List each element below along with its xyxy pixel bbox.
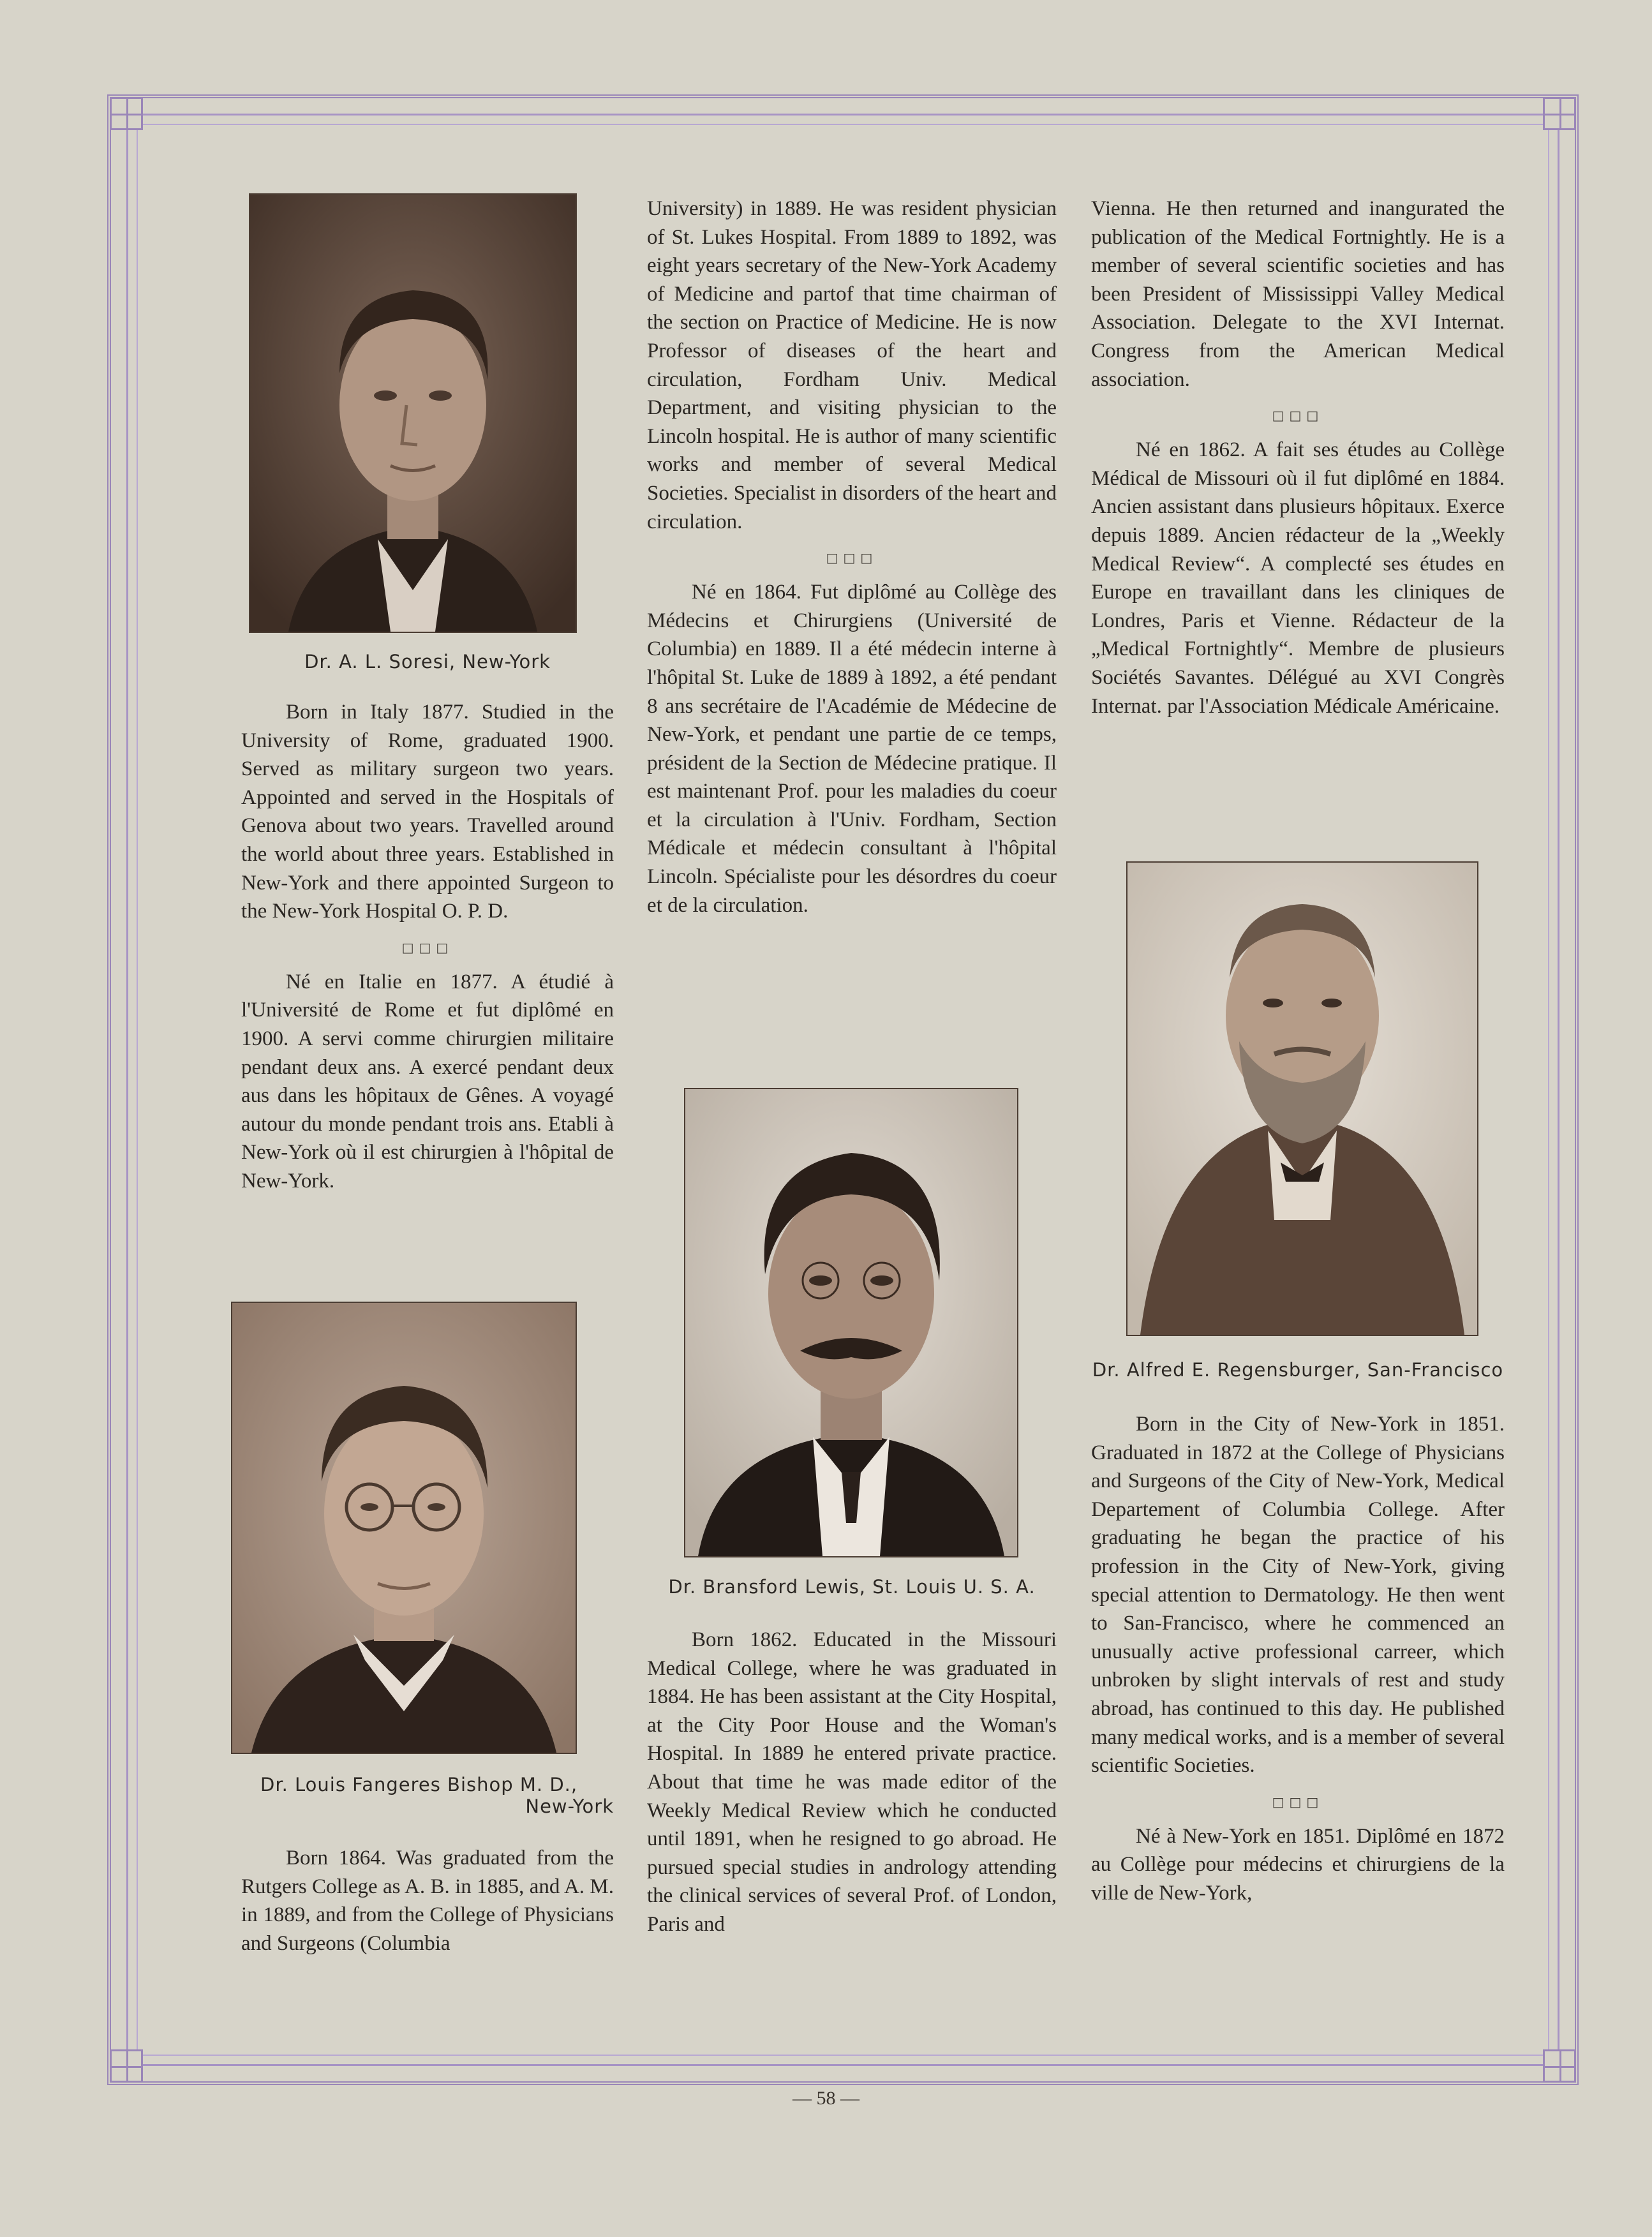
bio-lewis-english: Born 1862. Educated in the Missouri Medical College, where he was graduated in 1884. He has been assistant at the City Hospital, at the City Poor House and the Woman's Hospital. In 1889 he entered private practice. About that time he was made editor of the Weekly Medical Review which he conducted until 1891, when he resigned to go abroad. He pursued special studies in andrology attending the clinical services of several Prof. of London, Paris and [647, 1628, 1057, 1936]
bio-lewis-french: Né en 1862. A fait ses études au Collège Médical de Missouri où il fut diplômé en 1884. Ancien assistant dans plusieurs hôpitaux. Exerce depuis 1889. Ancien rédacteur de la „Weekly Medical Review“. A complecté ses études en Europe en travaillant dans les cliniques de Londres, Paris et Vienne. Rédacteur de la „Medical Fortnightly“. Membre de plusieurs Sociétés Savantes. Délégué au XVI Congrès Internat. par l'Association Médicale Américaine. [1091, 438, 1505, 718]
bio-bishop-english: Born 1864. Was graduated from the Rutgers College as A. B. in 1885, and A. M. in 1889, and from the College of Physicians and Surgeons (Columbia [241, 1847, 614, 1955]
bio-lewis-english-cont: Vienna. He then returned and inangurated the publication of the Medical Fortnightly. He is a member of several scientific societies and has been President of Mississippi Valley Medical Association. Delegate to the XVI Internat. Congress from the American Medical association. [1091, 197, 1505, 391]
portrait-soresi [249, 193, 577, 633]
bio-bishop-english-cont: University) in 1889. He was resident physician of St. Lukes Hospital. From 1889 to 1892, was eight years secretary of the New-York Academy of Medicine and partof that time chairman of the section on Practice of Medicine. He is now Professor of diseases of the heart and circulation, Fordham Univ. Medical Department, and visiting physician to the Lincoln hospital. He is author of many scientific works and member of several Medical Societies. Specialist in disorders of the heart and circulation. [647, 197, 1057, 533]
corner-ornament-top-right [1543, 97, 1576, 130]
bio-regensburger-english: Born in the City of New-York in 1851. Graduated in 1872 at the College of Physicians and Surgeons of the City of New-York, Medical Departement of Columbia College. After graduating he began the practice of his profession in the City of New-York, giving special attention to Dermatology. He then went to San-Francisco, where he commenced an unusually active professional carreer, which unbroken by slight intervals of rest and study abroad, has continued to this day. He published many medical works, and is a member of several scientific Societies. [1091, 1413, 1505, 1778]
portrait-regensburger [1126, 861, 1478, 1336]
portrait-lewis [684, 1088, 1018, 1557]
portrait-bishop [231, 1302, 577, 1754]
section-separator: □□□ [401, 939, 454, 955]
caption-bishop-line1: Dr. Louis Fangeres Bishop M. D., [260, 1774, 578, 1795]
section-separator: □□□ [1272, 408, 1324, 424]
corner-ornament-top-left [110, 97, 143, 130]
column-2-bottom [647, 1576, 1057, 1939]
corner-ornament-bottom-left [110, 2049, 143, 2083]
column-2-top [647, 195, 1057, 919]
corner-ornament-bottom-right [1543, 2049, 1576, 2083]
column-1-top [241, 651, 614, 1196]
caption-soresi: Dr. A. L. Soresi, New-York [304, 651, 551, 673]
caption-bishop-line2: New-York [525, 1795, 614, 1817]
column-3-top [1091, 195, 1505, 720]
bio-bishop-french: Né en 1864. Fut diplômé au Collège des Médecins et Chirurgiens (Université de Columbia) en 1889. Il a été médecin interne à l'hôpital St. Luke de 1889 à 1892, a été pendant 8 ans secrétaire de l'Académie de Médecine de New-York, et pendant une partie de ce temps, président de la Section de Médecine pratique. Il est maintenant Prof. pour les maladies du coeur et la circulation à l'Univ. Fordham, Section Médicale et médecin consultant à l'hôpital Lincoln. Spécialiste pour les désordres du coeur et de la circulation. [647, 581, 1057, 917]
section-separator: □□□ [826, 550, 878, 566]
caption-lewis: Dr. Bransford Lewis, St. Louis U. S. A. [668, 1576, 1036, 1598]
section-separator: □□□ [1272, 1794, 1324, 1810]
bio-soresi-english: Born in Italy 1877. Studied in the University of Rome, graduated 1900. Served as military surgeon two years. Appointed and served in the Hospitals of Genova about two years. Travelled around the world about three years. Established in New-York and there appointed Surgeon to the New-York Hospital O. P. D. [241, 701, 614, 923]
caption-regensburger: Dr. Alfred E. Regensburger, San-Francisco [1092, 1359, 1504, 1381]
column-3-bottom [1091, 1359, 1505, 1908]
bio-soresi-french: Né en Italie en 1877. A étudié à l'Université de Rome et fut diplômé en 1900. A servi comme chirurgien militaire pendant deux ans. A exercé pendant deux aus dans les hôpitaux de Gênes. A voyagé autour du monde pendant trois ans. Etabli à New-York où il est chirurgien à l'hôpital de New-York. [241, 970, 614, 1193]
column-1-bottom [241, 1774, 614, 1958]
bio-regensburger-french: Né à New-York en 1851. Diplômé en 1872 au Collège pour médecins et chirurgiens de la ville de New-York, [1091, 1824, 1505, 1905]
page-number: — 58 — [793, 2088, 859, 2109]
